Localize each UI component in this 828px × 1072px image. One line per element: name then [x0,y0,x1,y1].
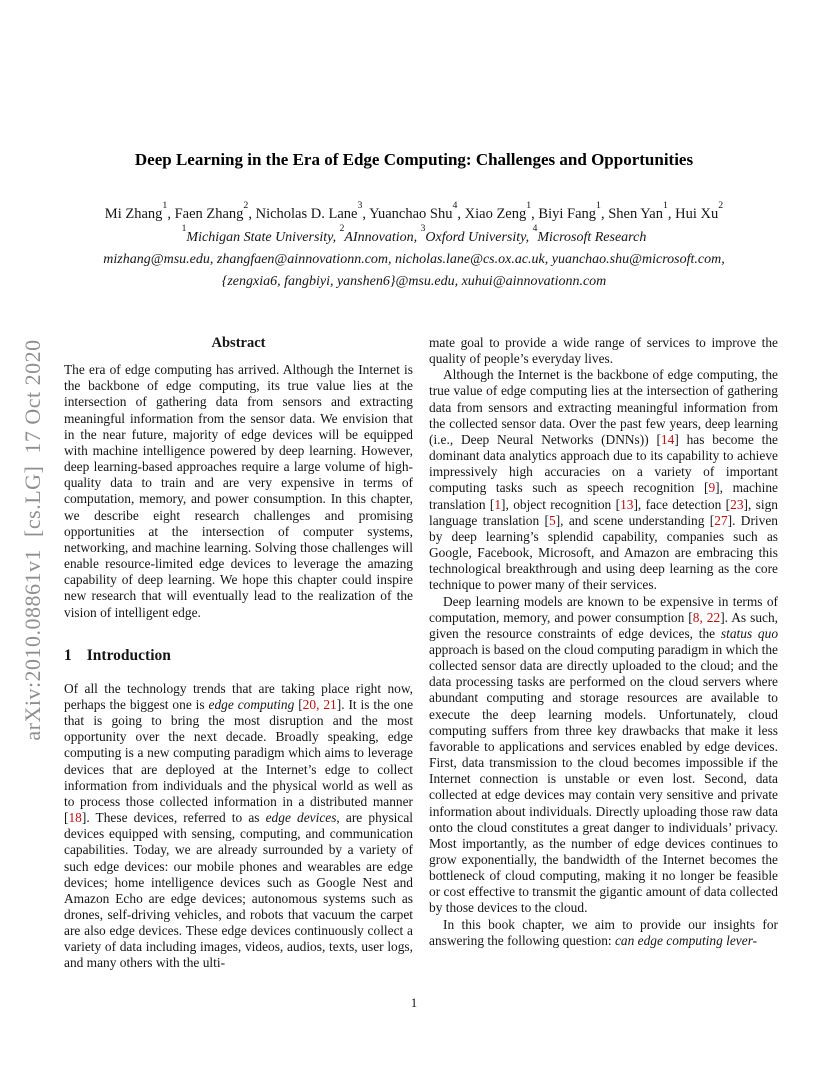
column-right [429,335,778,972]
right-paragraph-2: Although the Internet is the backbone of edge computing, the true value of edge computing lies at the intersection of gathering data from sensors and extracting meaningful information from the collected sensor data. Over the past few years, deep learning (i.e., Deep Neural Networks (DNNs)) [14] has become the dominant data analytics approach due to its capability to achieve impressively high accuracies on a variety of important computing tasks such as speech recognition [9], machine translation [1], object recognition [13], face detection [23], sign language translation [5], and scene understanding [27]. Driven by deep learning’s splendid capability, companies such as Google, Facebook, Microsoft, and Amazon are embracing this technological breakthrough and using deep learning as the core technique to power many of their services. [429,367,778,593]
arxiv-watermark: arXiv:2010.08861v1 [cs.LG] 17 Oct 2020 [20,339,45,741]
citation-link[interactable]: 5 [549,512,556,528]
citation-link[interactable]: 23 [730,496,744,512]
section-number: 1 [64,646,72,664]
right-paragraph-1: mate goal to provide a wide range of services to improve the quality of people’s everyday lives. [429,335,778,367]
paper-title: Deep Learning in the Era of Edge Computing: Challenges and Opportunities [134,150,694,169]
italic-text: Microsoft Research [537,230,647,245]
citation-link[interactable]: 20, 21 [302,696,337,712]
section-1-heading [64,648,413,664]
email-line-2: {zengxia6, fangbiyi, yanshen6}@msu.edu, xuhui@ainnovationn.com [221,274,607,289]
italic-text: can edge computing lever- [614,932,758,948]
citation-link[interactable]: 14 [660,431,675,447]
intro-paragraph-1: Of all the technology trends that are taking place right now, perhaps the biggest one is edge computing [20, 21]. It is the one that is going to bring the most disruption and the most opportunity over the next decade. Broadly speaking, edge computing is a new computing paradigm which aims to leverage devices that are deployed at the Internet’s edge to collect information from individuals and the physical world as well as to process those collected information in a distributed manner [18]. These devices, referred to as edge devices, are physical devices equipped with sensing, computing, and communication capabilities. Today, we are already surrounded by a variety of such edge devices: our mobile phones and wearables are edge devices; home intelligence devices such as Google Nest and Amazon Echo are edge devices; autonomous systems such as drones, self-driving vehicles, and robots that vacuum the carpet are also edge devices. These edge devices continuously collect a variety of data including images, videos, audios, texts, user logs, and many others with the ulti- [64,680,414,971]
superscript: 2 [243,199,249,211]
italic-text: Michigan State University, [186,230,340,245]
superscript: 2 [339,224,345,235]
right-paragraph-3: Deep learning models are known to be expensive in terms of computation, memory, and power consumption [8, 22]. As such, given the resource constraints of edge devices, the status quo approach is based on the cloud computing paradigm in which the collected sensor data are directly uploaded to the cloud; and the data processing tasks are performed on the cloud servers where abundant computing and storage resources are available to execute the deep learning models. Unfortunately, cloud computing suffers from three key drawbacks that make it less favorable to applications and services enabled by edge devices. First, data transmission to the cloud becomes impossible if the Internet connection is unstable or even lost. Second, data collected at edge devices may contain very sensitive and private information about individuals. Directly uploading those raw data onto the cloud constitutes a great danger to individuals’ privacy. Most importantly, as the number of edge devices continues to grow exponentially, the bandwidth of the Internet becomes the bottleneck of cloud computing, making it no longer be feasible or cost effective to transmit the gigantic amount of data collected by those devices to the cloud. [429,593,779,916]
two-column-body [64,335,778,972]
superscript: 1 [596,199,601,211]
superscript: 1 [526,199,532,211]
italic-text: AInnovation, [344,230,421,245]
section-title: Introduction [86,646,171,664]
italic-text: edge devices [265,810,337,826]
email-line-1: mizhang@msu.edu, zhangfaen@ainnovationn.com, nicholas.lane@cs.ox.ac.uk, yuanchao.shu@microsoft.com, [103,252,725,267]
column-left [64,335,413,972]
superscript: 4 [452,199,458,211]
citation-link[interactable]: 18 [68,810,82,826]
abstract-heading: Abstract [211,335,266,351]
italic-text: status quo [720,625,779,641]
citation-link[interactable]: 9 [708,480,716,496]
citation-link[interactable]: 1 [494,496,502,512]
citation-link[interactable]: 27 [714,512,728,528]
right-paragraph-4: In this book chapter, we aim to provide our insights for answering the following question: can edge computing lever- [429,916,778,948]
page-number: 1 [410,995,418,1010]
author-line: Mi Zhang$^1$, Faen Zhang$^2$, Nicholas D. Lane$^3$, Yuanchao Shu$^4$, Xiao Zeng$^1$, Biyi Fang$^1$, Shen Yan$^1$, Hui Xu$^2$ [104,199,724,222]
superscript: 2 [718,199,724,211]
superscript: 1 [181,224,187,235]
superscript: 1 [162,199,168,211]
superscript: 4 [532,224,538,235]
superscript: 3 [420,224,426,235]
superscript: 1 [663,199,668,211]
affiliation-line [0,224,828,249]
citation-link[interactable]: 13 [620,496,634,512]
italic-text: Oxford University, [425,230,533,245]
abstract-text: The era of edge computing has arrived. Although the Internet is the backbone of edge computing, its true value lies at the intersection of gathering data from sensors and extracting meaningful information from the sensor data. We envision that in the near future, majority of edge devices will be equipped with machine intelligence powered by deep learning. However, deep learning-based approaches require a large volume of high-quality data to train and are very expensive in terms of computation, memory, and power consumption. In this chapter, we describe eight research challenges and promising opportunities at the intersection of computer systems, networking, and machine learning. Solving those challenges will enable resource-limited edge devices to leverage the amazing capability of deep learning. We hope this chapter could inspire new research that will eventually lead to the realization of the vision of intelligent edge. [64,362,413,620]
italic-text: edge computing [208,696,295,712]
superscript: 3 [357,199,363,211]
citation-link[interactable]: 8, 22 [692,609,721,625]
